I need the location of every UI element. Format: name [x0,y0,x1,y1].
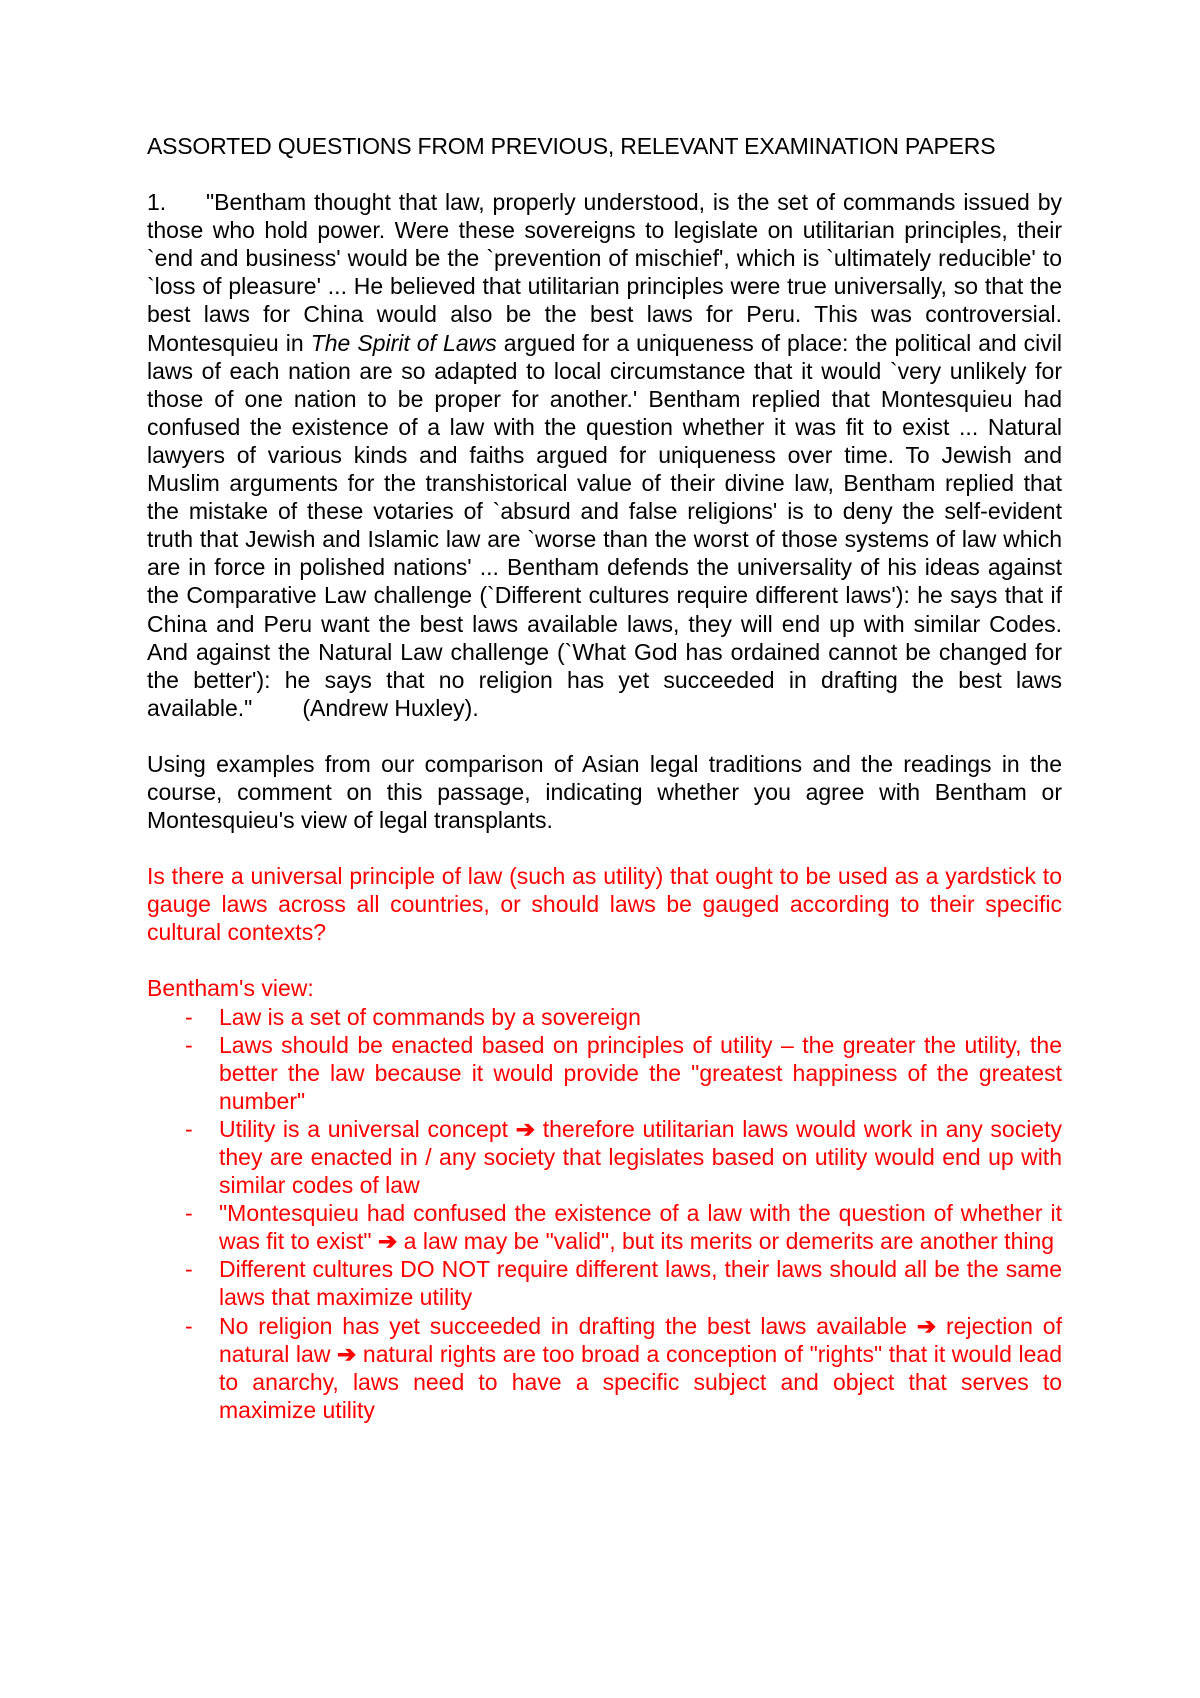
quote-text-part1: "Bentham thought that law, properly understood, is the set of commands issued by those who hold power. Were these sovereigns to legislate on utilitarian principles, their `end and business' would be the `prevention of mischief', which is `ultimately reducible' to `loss of pleasure' ... He believed that utilitarian principles were true universally, so that the best laws for China would also be the best laws for Peru. This was controversial. Montesquieu in [147,189,1062,356]
question-number: 1. [147,189,167,216]
list-item [147,1031,1062,1115]
document-page [147,132,1062,1424]
question-block [147,188,1062,722]
point-text: Laws should be enacted based on principles of utility – the greater the utility, the better the law because it would provide the "greatest happiness of the greatest number" [219,1031,1062,1114]
bullet-dash: - [185,1003,193,1030]
right-arrow-icon: ➔ [916,1312,937,1339]
point-text-before-arrow: "Montesquieu had confused the existence of a law with the question of whether it was fit to exist" [219,1200,1062,1255]
list-item [147,1003,1062,1031]
point-text-after-arrow: a law may be "valid", but its merits or demerits are another thing [397,1228,1055,1255]
document-heading: ASSORTED QUESTIONS FROM PREVIOUS, RELEVANT EXAMINATION PAPERS [147,133,996,159]
point-text-before-arrow: No religion has yet succeeded in drafting the best laws available [219,1312,917,1339]
view-label: Bentham's view: [147,975,314,1002]
restated-question: Is there a universal principle of law (such as utility) that ought to be used as a yardstick to gauge laws across all countries, or should laws be gauged according to their specific cultural contexts? [147,863,1062,946]
right-arrow-icon: ➔ [337,1340,357,1367]
point-text: Different cultures DO NOT require different laws, their laws should all be the same laws that maximize utility [219,1256,1062,1311]
question-quote [147,188,1062,722]
point-text-middle: rejection of natural law [219,1312,1062,1367]
point-text-after-arrow: natural rights are too broad a conception of "rights" that it would lead to anarchy, laws need to have a specific subject and object that serves to maximize utility [219,1340,1062,1423]
bullet-dash: - [185,1200,193,1227]
list-item [147,1199,1062,1255]
quote-italic-title: The Spirit of Laws [310,329,497,356]
quote-text-part2: argued for a uniqueness of place: the political and civil laws of each nation are so adapted to local circumstance that it would `very unlikely for those of one nation to be proper for another.' Bentham replied that Montesquieu had confused the existence of a law with the question whether it was fit to exist ... Natural lawyers of various kinds and faiths argued for uniqueness over time. To Jewish and Muslim arguments for the transhistorical value of their divine law, Bentham replied that the mistake of these votaries of `absurd and false religions' is to deny the self-evident truth that Jewish and Islamic law are `worse than the worst of those systems of law which are in force in polished nations' ... Bentham defends the universality of his ideas against the Comparative Law challenge (`Different cultures require different laws'): he says that if China and Peru want the best laws available laws, they will end up with similar Codes. And against the Natural Law challenge (`What God has ordained cannot be changed for the better'): he says that no religion has yet succeeded in drafting the best laws available." [147,329,1062,721]
bentham-points-list [147,1003,1062,1424]
right-arrow-icon: ➔ [378,1228,398,1255]
right-arrow-icon: ➔ [515,1115,536,1142]
list-item [147,1115,1062,1199]
bullet-dash: - [185,1256,193,1283]
bullet-dash: - [185,1312,193,1339]
bullet-dash: - [185,1115,193,1142]
point-text-before-arrow: Utility is a universal concept [219,1115,516,1142]
list-item [147,1312,1062,1424]
point-text-after-arrow: therefore utilitarian laws would work in any society they are enacted in / any society that legislates based on utility would end up with similar codes of law [219,1115,1062,1199]
question-instruction: Using examples from our comparison of Asian legal traditions and the readings in the course, comment on this passage, indicating whether you agree with Bentham or Montesquieu's view of legal transplants. [147,750,1062,834]
list-item [147,1255,1062,1311]
bullet-dash: - [185,1031,193,1058]
quote-attribution: (Andrew Huxley). [302,694,479,721]
point-text: Law is a set of commands by a sovereign [219,1003,641,1030]
